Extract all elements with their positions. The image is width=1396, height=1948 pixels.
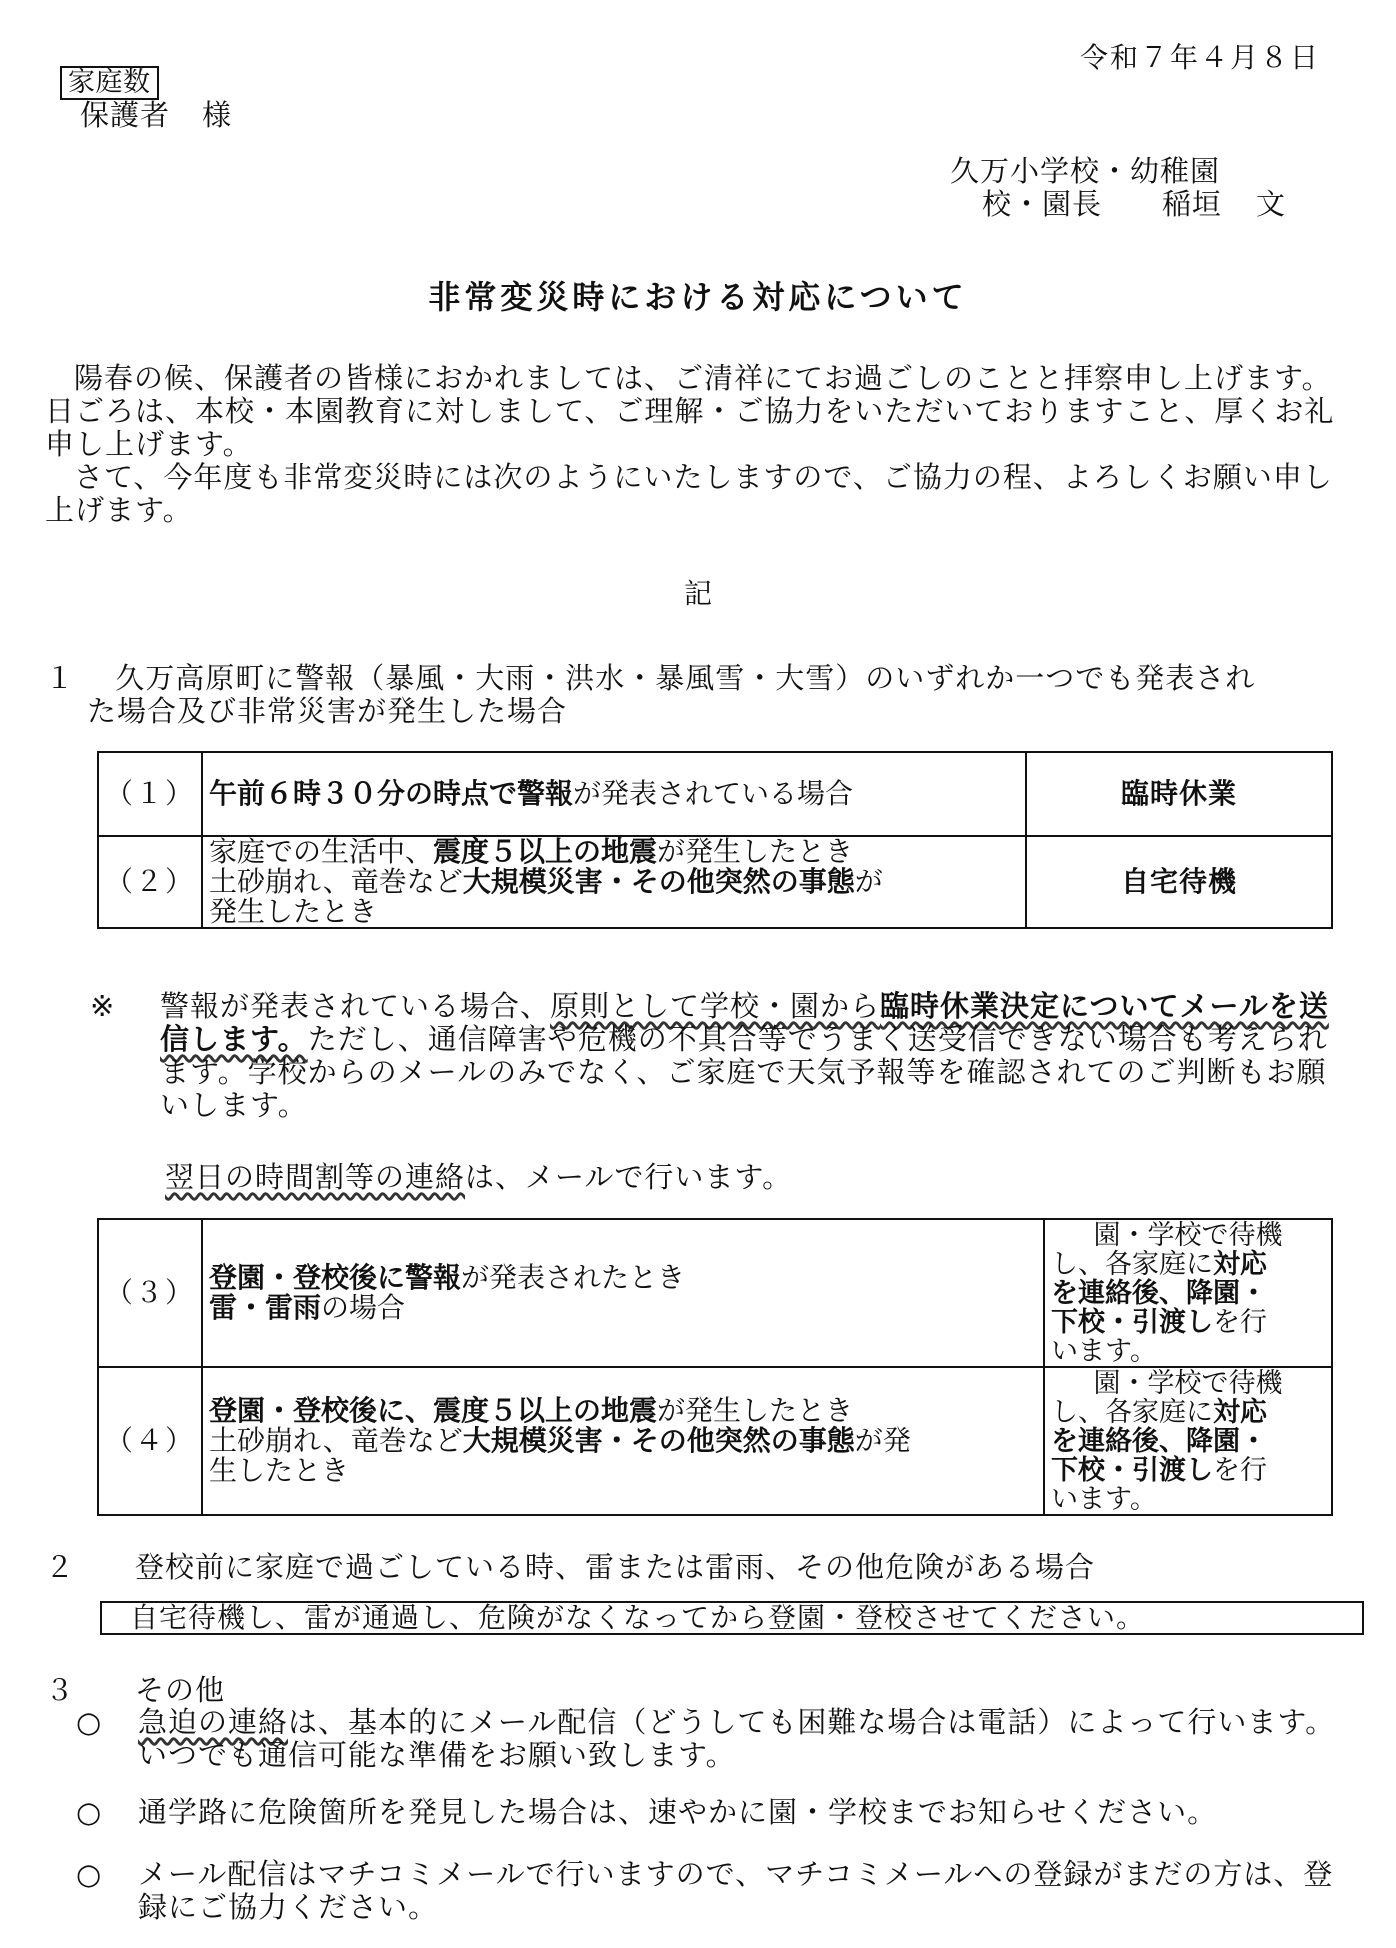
response-line: 園・学校で待機 <box>1093 1219 1283 1251</box>
note <box>90 990 1350 1122</box>
condition-bold: 大規模災害・その他突然の事態 <box>462 1424 855 1457</box>
condition-text: が <box>854 865 883 898</box>
list-item-text <box>76 1706 1346 1772</box>
list-item-text: メール配信はマチコミメールで行いますので、マチコミメールへの登録がまだの方は、登録にご協力ください。 <box>138 1857 1334 1924</box>
condition-bold: 午前６時３０分の時点で警報 <box>209 777 574 810</box>
note-text: ただし、通信障害や危機の不具合等でうまく送受信できない場合も考えられます。学校からのメールのみでなく、ご家庭で天気予報等を確認されてのご判断もお願いします。 <box>160 1022 1328 1122</box>
condition-line <box>209 867 1019 897</box>
row-response <box>1044 1367 1332 1515</box>
condition-line <box>209 1396 1037 1426</box>
row-number: （１） <box>98 752 202 836</box>
row-number: （３） <box>98 1219 202 1367</box>
section-3-number: ３ <box>45 1673 76 1707</box>
row-number: （２） <box>98 836 202 928</box>
condition-text: が発生したとき <box>657 835 854 868</box>
condition-bold: 震度５以上の地震 <box>433 835 658 868</box>
condition-line <box>209 837 1019 867</box>
principal-given: 文 <box>1256 187 1287 221</box>
condition-bold: 登園・登校後に警報 <box>209 1261 462 1294</box>
document-title: 非常変災時における対応について <box>428 278 968 316</box>
response-line <box>1051 1398 1325 1427</box>
list-item <box>76 1706 1346 1772</box>
condition-text: が発表されている場合 <box>573 777 854 810</box>
row-condition <box>202 836 1026 928</box>
next-day-text: は、メールで行います。 <box>465 1160 793 1194</box>
section-2-heading <box>45 1545 1095 1586</box>
response-text: し、各家庭に <box>1051 1396 1214 1428</box>
table-row <box>98 1219 1332 1367</box>
table-2 <box>97 1218 1333 1516</box>
section-2-box: 自宅待機し、雷が通過し、危険がなくなってから登園・登校させてください。 <box>100 1601 1364 1635</box>
next-day-notice <box>165 1155 792 1196</box>
response-line: 園・学校で待機 <box>1093 1367 1283 1399</box>
response-text: し、各家庭に <box>1051 1248 1214 1280</box>
response-line <box>1051 1308 1325 1337</box>
condition-line <box>209 1293 1037 1323</box>
section-1-number: １ <box>45 661 76 695</box>
bullet-circle: ○ <box>76 1857 103 1891</box>
response-line: います。 <box>1051 1483 1157 1515</box>
condition-line: 生したとき <box>209 1454 350 1487</box>
row-result: 臨時休業 <box>1026 752 1332 836</box>
principal-surname: 稲垣 <box>1162 187 1223 221</box>
row-condition <box>202 1367 1044 1515</box>
intro-paragraph-1: 陽春の候、保護者の皆様におかれましては、ご清祥にてお過ごしのことと拝察申し上げます。日ごろは、本校・本園教育に対しまして、ご理解・ご協力をいただいておりますこと、厚くお礼申し上げます。 <box>45 361 1335 461</box>
section-1-line-1: 久万高原町に警報（暴風・大雨・洪水・暴風雪・大雪）のいずれか一つでも発表され <box>115 661 1256 695</box>
condition-line: 発生したとき <box>209 895 378 928</box>
condition-line <box>209 1263 1037 1293</box>
row-number: （４） <box>98 1367 202 1515</box>
row-response <box>1044 1219 1332 1367</box>
row-condition <box>202 1219 1044 1367</box>
school-name: 久万小学校・幼稚園 <box>950 154 1221 188</box>
condition-bold: 登園・登校後に、震度５以上の地震 <box>209 1394 658 1427</box>
condition-text: 土砂崩れ、竜巻など <box>209 1424 463 1457</box>
bullet-circle: ○ <box>76 1705 103 1739</box>
response-line <box>1051 1456 1325 1485</box>
condition-bold: 雷・雷雨 <box>209 1291 322 1324</box>
note-emphasis: 臨時休業決定についてメールを送信します。 <box>160 989 1329 1056</box>
list-item-body: は、基本的にメール配信（どうしても困難な場合は電話）によって行います。いつでも通信可能な準備をお願い致します。 <box>138 1705 1336 1772</box>
section-1-line-2: た場合及び非常災害が発生した場合 <box>87 694 568 728</box>
note-text: 警報が発表されている場合、 <box>160 989 551 1023</box>
addressee <box>80 93 232 134</box>
condition-text: 土砂崩れ、竜巻など <box>209 865 463 898</box>
list-item <box>76 1858 1346 1924</box>
principal-title: 校・園長 <box>982 187 1103 221</box>
response-line: います。 <box>1051 1335 1157 1367</box>
copies-tag: 家庭数 <box>60 66 159 100</box>
next-day-underlined: 翌日の時間割等の連絡 <box>165 1160 466 1194</box>
intro-paragraph-2: さて、今年度も非常変災時には次のようにいたしますので、ご協力の程、よろしくお願い申し上げます。 <box>45 460 1333 527</box>
principal <box>982 182 1286 223</box>
response-line: を連絡後、降園・ <box>1051 1425 1268 1457</box>
note-mark: ※ <box>90 989 116 1023</box>
response-bold: 対応 <box>1213 1396 1268 1428</box>
honorific: 様 <box>202 98 233 132</box>
section-3-title: その他 <box>135 1673 226 1707</box>
response-bold: 対応 <box>1213 1248 1268 1280</box>
response-text: を行 <box>1213 1454 1268 1486</box>
response-bold: 下校・引渡し <box>1051 1306 1214 1338</box>
row-result: 自宅待機 <box>1026 836 1332 928</box>
condition-bold: 大規模災害・その他突然の事態 <box>462 865 855 898</box>
ki-heading: 記 <box>683 577 712 610</box>
condition-line <box>209 1426 1037 1456</box>
list-item <box>76 1796 1346 1829</box>
condition-text: の場合 <box>321 1291 406 1324</box>
list-item-text: 通学路に危険箇所を発見した場合は、速やかに園・学校までお知らせください。 <box>138 1795 1218 1829</box>
condition-text: 家庭での生活中、 <box>209 835 434 868</box>
response-bold: 下校・引渡し <box>1051 1454 1214 1486</box>
condition-text: が発 <box>854 1424 911 1457</box>
condition-text: が発表されたとき <box>461 1261 686 1294</box>
table-1 <box>97 751 1333 929</box>
row-condition <box>202 752 1026 836</box>
table-row <box>98 752 1332 836</box>
section-2-number: ２ <box>45 1550 76 1584</box>
intro-paragraphs <box>45 362 1345 527</box>
issue-date: 令和７年４月８日 <box>1080 41 1321 74</box>
section-1-heading <box>45 662 1255 728</box>
response-line <box>1051 1250 1325 1279</box>
section-3-heading <box>45 1668 225 1709</box>
condition-text: が発生したとき <box>657 1394 854 1427</box>
table-row <box>98 836 1332 928</box>
response-text: を行 <box>1213 1306 1268 1338</box>
table-row <box>98 1367 1332 1515</box>
bullet-circle: ○ <box>76 1795 103 1829</box>
response-line: を連絡後、降園・ <box>1051 1277 1268 1309</box>
section-2-text: 登校前に家庭で過ごしている時、雷または雷雨、その他危険がある場合 <box>135 1550 1096 1584</box>
addressee-name: 保護者 <box>80 98 171 132</box>
list-item-underlined: 急迫の連絡 <box>138 1705 289 1739</box>
note-underlined: 原則として学校・園から <box>550 989 881 1023</box>
note-body <box>90 990 1350 1122</box>
